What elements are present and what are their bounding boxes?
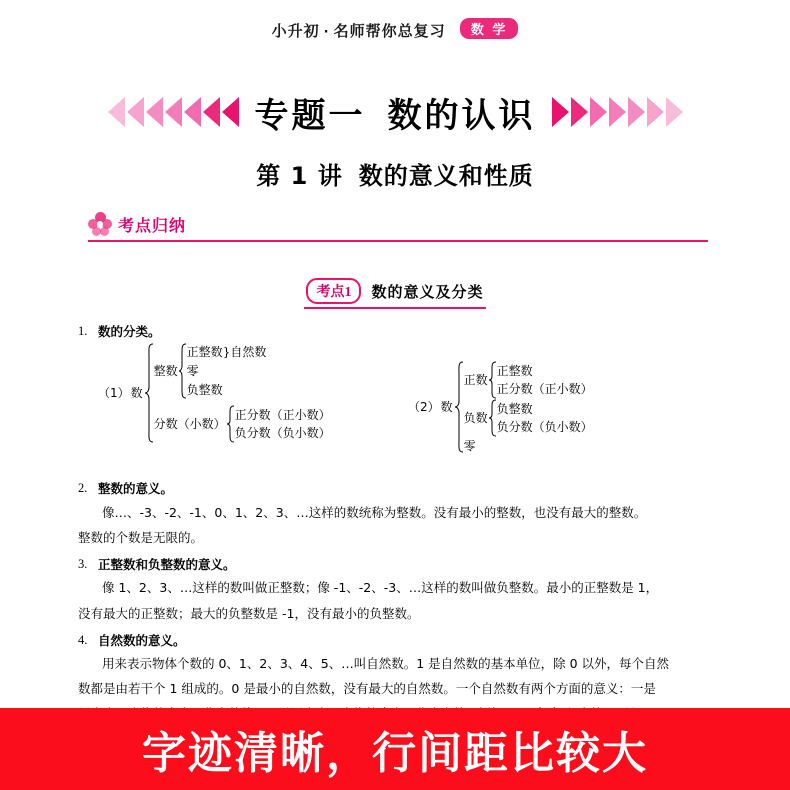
brace-icon (454, 361, 464, 453)
lecture-name: 数的意义和性质 (358, 162, 534, 190)
arrow-right-icon (609, 97, 626, 127)
exam-point-badge-label: 考点 (316, 284, 345, 300)
arrow-left-icon (203, 97, 220, 127)
banner-title (255, 88, 536, 137)
tree-right-branch (464, 437, 593, 456)
exam-point-header (0, 278, 790, 309)
banner-arrows-right (552, 97, 683, 127)
page-header (0, 18, 790, 41)
paragraph: 像…、-3、-2、-1、0、1、2、3、…这样的数统称为整数。没有最小的整数，也没有最大的整数。 (102, 504, 647, 520)
tree-left-leaf: 正分数（正小数） (234, 407, 331, 422)
classification-tree-left (98, 343, 331, 443)
brace-icon (488, 399, 497, 437)
banner-arrows-left (108, 97, 239, 127)
tree-left-leaf: 负分数（负小数） (234, 426, 331, 441)
section-divider (88, 240, 708, 242)
arrow-right-icon (590, 97, 607, 127)
lecture-number: 第 1 讲 (256, 162, 343, 190)
bottom-banner-text: 字迹清晰，行间距比较大 (142, 728, 648, 779)
header-dot: · (323, 25, 330, 40)
arrow-left-icon (222, 97, 239, 127)
classification-diagrams (78, 343, 718, 471)
tree-right-root: 数 (440, 400, 453, 415)
arrow-right-icon (666, 97, 683, 127)
tree-right-leaf: 正分数（正小数） (496, 382, 593, 397)
tree-left-root: 数 (130, 386, 143, 401)
section-title: 考点归纳 (118, 216, 187, 235)
paragraph: 用来表示物体个数的 0、1、2、3、4、5、…叫自然数。1 是自然数的基本单位，除 0 以外，每个自然 (102, 656, 670, 671)
arrow-right-icon (552, 97, 569, 127)
item-label: 数的分类。 (98, 324, 161, 339)
tree-right-leaf: 负分数（负小数） (496, 420, 593, 435)
tree-left-index: （1） (98, 386, 130, 401)
header-title: 小升初 (271, 22, 320, 40)
arrow-right-icon (628, 97, 645, 127)
tree-right-index: （2） (408, 400, 440, 415)
content-body (78, 318, 718, 725)
arrow-left-icon (146, 97, 163, 127)
subject-badge: 数 学 (460, 18, 519, 39)
bottom-banner (0, 708, 790, 790)
banner-topic-label: 专题一 (254, 95, 366, 136)
brace-icon: } (222, 345, 231, 360)
tree-right-branch-name: 零 (463, 439, 476, 454)
item-label: 整数的意义。 (98, 481, 174, 497)
lecture-title (0, 156, 790, 191)
item-number: 3. (78, 557, 88, 571)
section-header (88, 212, 708, 238)
arrow-right-icon (647, 97, 664, 127)
topic-banner (0, 86, 790, 138)
arrow-right-icon (571, 97, 588, 127)
paragraph: 没有最大的正整数；最大的负整数是 -1，没有最小的负整数。 (78, 605, 420, 621)
brace-icon (144, 343, 154, 443)
list-item (78, 555, 718, 574)
brace-icon (178, 343, 187, 399)
paragraph: 整数的个数是无限的。 (78, 529, 204, 545)
tree-left-leaf: 负整数 (186, 382, 223, 397)
brace-icon (488, 361, 497, 399)
exam-point-badge-number: 1 (344, 285, 352, 300)
tree-left-leaf: 零 (186, 364, 199, 379)
tree-right-branch (464, 399, 593, 437)
header-text (272, 18, 519, 41)
classification-tree-right (408, 361, 593, 453)
arrow-left-icon (127, 97, 144, 127)
paragraph: 像 1、2、3、…这样的数叫做正整数；像 -1、-2、-3、…这样的数叫做负整数。最小的正整数是 1， (102, 580, 659, 596)
tree-left-branch1-name: 整数 (153, 364, 178, 379)
tree-left-branch2-name: 分数（小数） (153, 417, 226, 432)
tree-left-leaf: 正整数}自然数 (186, 345, 267, 360)
tree-right-branch (464, 361, 593, 399)
tree-right-branch-name: 正数 (463, 373, 488, 388)
flower-icon (88, 212, 114, 238)
banner-topic-title: 数的认识 (387, 95, 536, 136)
tree-right-leaf: 负整数 (496, 401, 533, 416)
item-number: 2. (78, 481, 88, 496)
tree-right-branch-name: 负数 (463, 411, 488, 426)
list-item (78, 479, 718, 498)
exam-point-badge (306, 278, 361, 304)
brace-icon (226, 405, 235, 443)
header-subtitle: 名师帮你总复习 (333, 22, 446, 40)
arrow-left-icon (184, 97, 201, 127)
list-item (78, 322, 718, 341)
tree-left-branch2 (154, 405, 331, 443)
arrow-left-icon (165, 97, 182, 127)
arrow-left-icon (108, 97, 125, 127)
item-number: 4. (78, 632, 88, 647)
tree-right-leaf: 正整数 (496, 363, 533, 378)
item-number: 1. (78, 324, 88, 338)
paragraph: 数都是由若干个 1 组成的。0 是最小的自然数，没有最大的自然数。一个自然数有两个方面的意义：一是 (78, 681, 656, 697)
exam-point-title: 数的意义及分类 (371, 282, 484, 301)
tree-left-branch1 (154, 343, 331, 399)
item-label: 自然数的意义。 (98, 632, 186, 648)
item-label: 正整数和负整数的意义。 (98, 557, 236, 572)
list-item (78, 631, 718, 650)
